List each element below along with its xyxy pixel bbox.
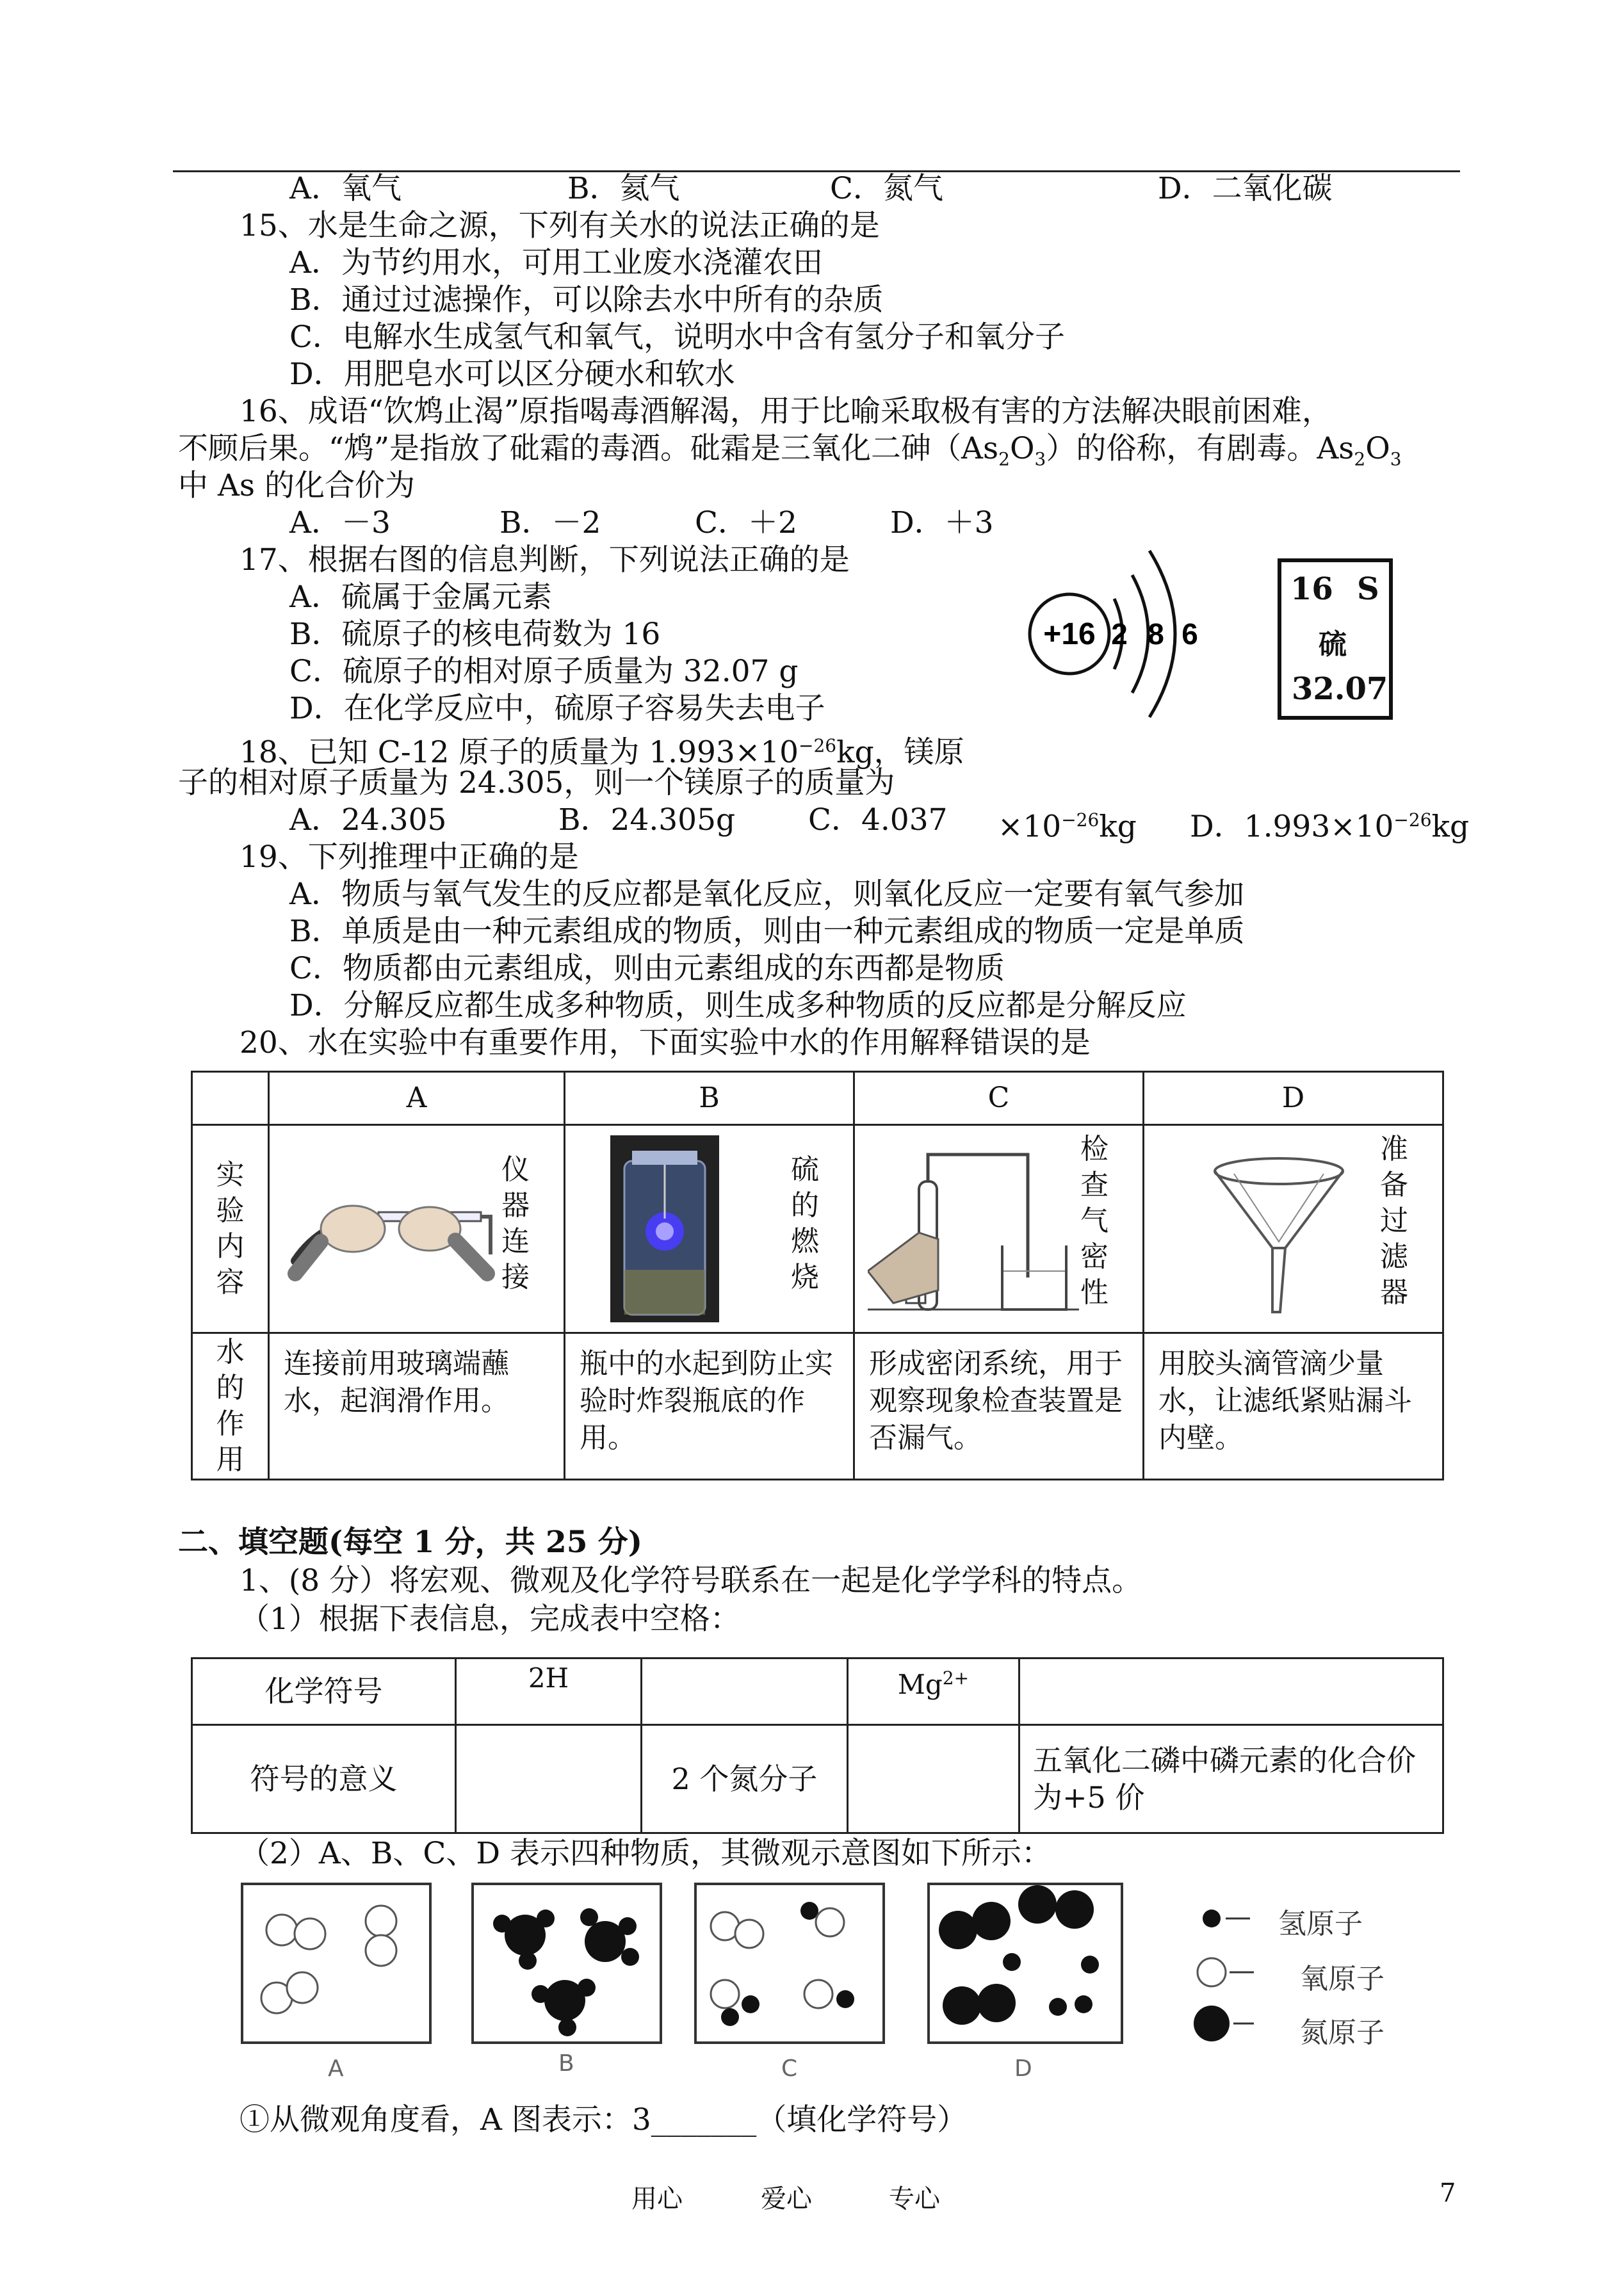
- q19-stem: 19、下列推理中正确的是: [240, 839, 579, 875]
- element-tile-sulfur: [1278, 558, 1393, 720]
- q20-exp-d-label: 准 备 过 滤 器: [1380, 1133, 1408, 1310]
- shell-count-2: 8: [1148, 617, 1164, 651]
- meaning-p2o5: 五氧化二磷中磷元素的化合价为+5 价: [1019, 1724, 1443, 1833]
- q20-stem: 20、水在实验中有重要作用，下面实验中水的作用解释错误的是: [240, 1025, 1091, 1060]
- q20-col-b: B: [565, 1072, 854, 1125]
- legend-oxygen: 氧原子: [1300, 1963, 1384, 1995]
- q20-cell-c: [854, 1125, 1144, 1333]
- q17-option-d: D．在化学反应中，硫原子容易失去电子: [289, 691, 825, 726]
- symbol-row-label: 化学符号: [192, 1658, 456, 1725]
- q20-water-c: 形成密闭系统，用于观察现象检查装置是否漏气。: [854, 1333, 1144, 1480]
- q19-option-a: A．物质与氧气发生的反应都是氧化反应，则氧化反应一定要有氧气参加: [289, 877, 1244, 912]
- q16-option-b: B．－2: [499, 505, 601, 540]
- symbol-mg2plus: $Mg^{2+}$: [848, 1658, 1019, 1725]
- q15-option-b: B．通过过滤操作，可以除去水中所有的杂质: [289, 282, 884, 318]
- q14-option-d: D．二氧化碳: [1158, 171, 1333, 206]
- meaning-blank-1[interactable]: [456, 1724, 642, 1833]
- micro-diagram-d: [930, 1885, 1121, 2041]
- sulfur-atom-structure-diagram: [1018, 538, 1210, 730]
- q20-header-row: [192, 1072, 1443, 1125]
- s2-q1-part2-1: ①从微观角度看，A 图表示：3_______（填化学符号）: [240, 2102, 968, 2137]
- q16-line1: 16、成语“饮鸩止渴”原指喝毒酒解渴，用于比喻采取极有害的方法解决眼前困难，: [240, 394, 1332, 429]
- q14-option-c: C．氮气: [830, 171, 943, 206]
- legend-hydrogen-dot: [1203, 1910, 1221, 1927]
- q17-stem: 17、根据右图的信息判断，下列说法正确的是: [240, 542, 850, 578]
- s2-q1-part2: （2）A、B、C、D 表示四种物质，其微观示意图如下所示：: [240, 1836, 1052, 1871]
- q20-col-a: A: [269, 1072, 565, 1125]
- q19-option-b: B．单质是由一种元素组成的物质，则由一种元素组成的物质一定是单质: [289, 914, 1245, 949]
- meaning-row: [192, 1724, 1443, 1833]
- footer-word-2: 爱心: [761, 2184, 812, 2214]
- s2-q1-part1: （1）根据下表信息，完成表中空格：: [240, 1602, 740, 1637]
- shell-count-1: 2: [1111, 617, 1128, 651]
- q14-option-a: A．氧气: [289, 171, 402, 206]
- element-symbol: S: [1357, 571, 1379, 607]
- filter-funnel-illustration: [1208, 1152, 1349, 1318]
- micro-diagram-a: [243, 1885, 429, 2041]
- airtightness-check-illustration: [868, 1143, 1085, 1322]
- legend-oxygen-dot: [1198, 1958, 1226, 1986]
- q20-exp-c-label: 检 查 气 密 性: [1080, 1133, 1108, 1310]
- element-mass: 32.07: [1292, 671, 1388, 707]
- meaning-2n2: 2 个氮分子: [642, 1724, 848, 1833]
- symbol-blank-2[interactable]: [1019, 1658, 1443, 1725]
- q15-option-c: C．电解水生成氢气和氧气，说明水中含有氢分子和氧分子: [289, 320, 1065, 355]
- micro-box-a: [241, 1883, 432, 2044]
- micro-box-b: [471, 1883, 662, 2044]
- q20-water-d: 用胶头滴管滴少量水，让滤纸紧贴漏斗内壁。: [1144, 1333, 1443, 1480]
- q20-header-empty: [192, 1072, 269, 1125]
- symbol-2h: 2H: [456, 1658, 642, 1725]
- footer-word-3: 专心: [889, 2184, 940, 2214]
- q18-line2: 子的相对原子质量为 24.305，则一个镁原子的质量为: [178, 765, 895, 800]
- micro-box-d: [927, 1883, 1123, 2044]
- micro-label-b: B: [558, 2050, 574, 2077]
- q15-stem: 15、水是生命之源，下列有关水的说法正确的是: [240, 208, 880, 243]
- q20-cell-a: [269, 1125, 565, 1333]
- micro-label-d: D: [1014, 2056, 1032, 2082]
- q17-option-b: B．硫原子的核电荷数为 16: [289, 617, 661, 652]
- q16-line3: 中 As 的化合价为: [178, 468, 415, 503]
- q20-experiment-table: [191, 1071, 1444, 1480]
- q18-option-b: B．24.305g: [558, 802, 736, 838]
- legend-nitrogen: 氮原子: [1300, 2016, 1384, 2049]
- q20-cell-b: [565, 1125, 854, 1333]
- q20-cell-d: [1144, 1125, 1443, 1333]
- q19-option-c: C．物质都由元素组成，则由元素组成的东西都是物质: [289, 951, 1005, 986]
- q17-option-c: C．硫原子的相对原子质量为 32.07 g: [289, 654, 799, 689]
- footer-word-1: 用心: [631, 2184, 683, 2214]
- q20-water-a: 连接前用玻璃端蘸水，起润滑作用。: [269, 1333, 565, 1480]
- legend-hydrogen: 氢原子: [1278, 1908, 1363, 1940]
- q16-option-d: D．＋3: [890, 505, 994, 540]
- element-name: 硫: [1319, 628, 1347, 661]
- q17-option-a: A．硫属于金属元素: [289, 580, 552, 615]
- q15-option-a: A．为节约用水，可用工业废水浇灌农田: [289, 245, 823, 280]
- meaning-blank-2[interactable]: [848, 1724, 1019, 1833]
- shell-count-3: 6: [1181, 617, 1198, 651]
- q18-line1: 18、已知 C-12 原子的质量为 $1.993\times 10^{-26}kg$，镁原: [240, 734, 964, 770]
- micro-box-c: [694, 1883, 885, 2044]
- nucleus-charge: +16: [1043, 617, 1096, 651]
- q20-exp-b-label: 硫 的 燃 烧: [791, 1153, 819, 1294]
- s2-q1-stem: 1、(8 分）将宏观、微观及化学符号联系在一起是化学学科的特点。: [240, 1563, 1142, 1598]
- meaning-row-label: 符号的意义: [192, 1724, 456, 1833]
- micro-diagram-b: [474, 1885, 660, 2041]
- q18-option-d: D．$1.993\times 10^{-26}kg$: [1190, 809, 1470, 845]
- q20-col-d: D: [1144, 1072, 1443, 1125]
- symbol-row: [192, 1658, 1443, 1725]
- micro-diagram-c: [697, 1885, 882, 2041]
- q16-option-c: C．＋2: [695, 505, 797, 540]
- q20-col-c: C: [854, 1072, 1144, 1125]
- q18-option-c-unit: $\times 10^{-26}kg$: [998, 809, 1137, 845]
- page-number: 7: [1440, 2178, 1456, 2208]
- q16-option-a: A．－3: [289, 505, 391, 540]
- q20-experiment-row: [192, 1125, 1443, 1333]
- q20-row-label-water: 水 的 作 用: [192, 1333, 269, 1480]
- symbol-meaning-table: [191, 1657, 1444, 1834]
- q18-option-a: A．24.305: [289, 802, 447, 838]
- element-atomic-number: 16: [1290, 571, 1333, 607]
- sulfur-burning-illustration: [610, 1135, 719, 1322]
- symbol-blank-1[interactable]: [642, 1658, 848, 1725]
- q20-water-row: [192, 1333, 1443, 1480]
- q16-line2: 不顾后果。“鸩”是指放了砒霜的毒酒。砒霜是三氧化二砷$(As_2O_3)$的俗称，有剧毒。$As_2O_3$: [178, 431, 1402, 470]
- micro-label-c: C: [781, 2056, 798, 2082]
- q20-water-b: 瓶中的水起到防止实验时炸裂瓶底的作用。: [565, 1333, 854, 1480]
- q19-option-d: D．分解反应都生成多种物质，则生成多种物质的反应都是分解反应: [289, 988, 1187, 1023]
- q20-exp-a-label: 仪 器 连 接: [501, 1153, 530, 1294]
- legend-nitrogen-dot: [1194, 2006, 1230, 2041]
- q18-option-c: C．4.037: [808, 802, 948, 838]
- section2-title: 二、填空题(每空 1 分，共 25 分): [178, 1525, 643, 1560]
- electron-shell-2: [1132, 575, 1148, 693]
- q20-row-label-experiment: 实 验 内 容: [192, 1125, 269, 1333]
- q14-option-b: B．氦气: [567, 171, 680, 206]
- legend-symbols: [1191, 1895, 1255, 2043]
- connecting-apparatus-illustration: [282, 1165, 500, 1293]
- q15-option-d: D．用肥皂水可以区分硬水和软水: [289, 357, 735, 392]
- micro-label-a: A: [328, 2056, 344, 2082]
